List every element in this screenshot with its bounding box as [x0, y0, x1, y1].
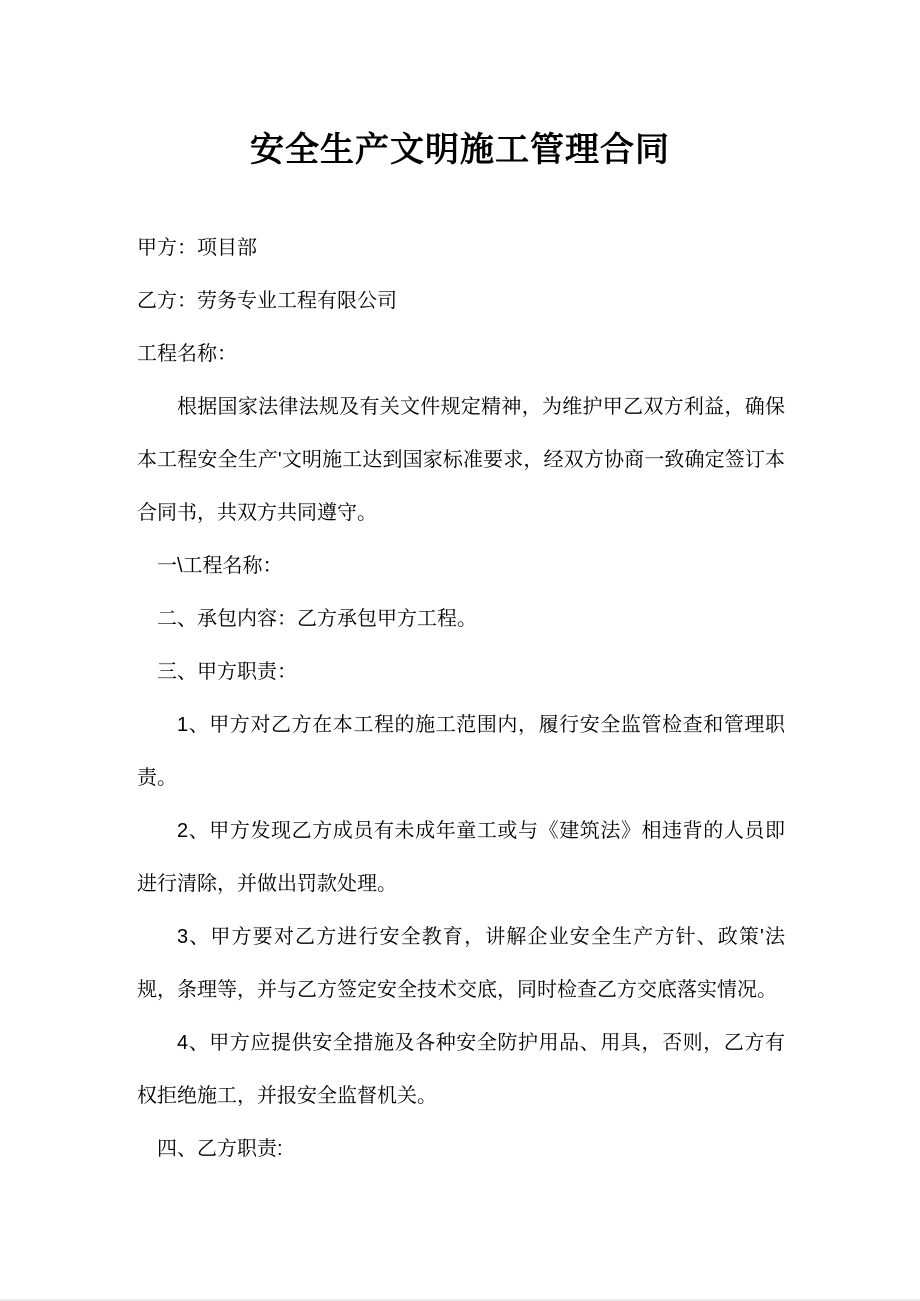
document-body	[137, 222, 785, 1176]
paragraph: 三、甲方职责：	[157, 661, 297, 683]
paragraph: 乙方：劳务专业工程有限公司	[137, 290, 397, 312]
paragraph: 4、甲方应提供安全措施及各种安全防护用品、用具，否则，乙方有权拒绝施工，并报安全监督机关。	[137, 1032, 785, 1107]
paragraph: 一\工程名称：	[157, 555, 283, 577]
paragraph: 3、甲方要对乙方进行安全教育，讲解企业安全生产方针、政策'法规，条理等，并与乙方签定安全技术交底，同时检查乙方交底落实情况。	[137, 926, 785, 1001]
paragraph: 工程名称：	[137, 343, 237, 365]
paragraph: 甲方：项目部	[137, 237, 257, 259]
paragraph: 四、乙方职责:	[157, 1138, 283, 1160]
paragraph: 2、甲方发现乙方成员有未成年童工或与《建筑法》相违背的人员即进行清除，并做出罚款处理。	[137, 820, 785, 895]
document-title: 安全生产文明施工管理合同	[250, 131, 670, 169]
paragraph: 二、承包内容：乙方承包甲方工程。	[157, 608, 477, 630]
paragraph: 1、甲方对乙方在本工程的施工范围内，履行安全监管检查和管理职责。	[137, 714, 785, 789]
paragraph: 根据国家法律法规及有关文件规定精神，为维护甲乙双方利益，确保本工程安全生产'文明施工达到国家标准要求，经双方协商一致确定签订本合同书，共双方共同遵守。	[137, 396, 785, 524]
